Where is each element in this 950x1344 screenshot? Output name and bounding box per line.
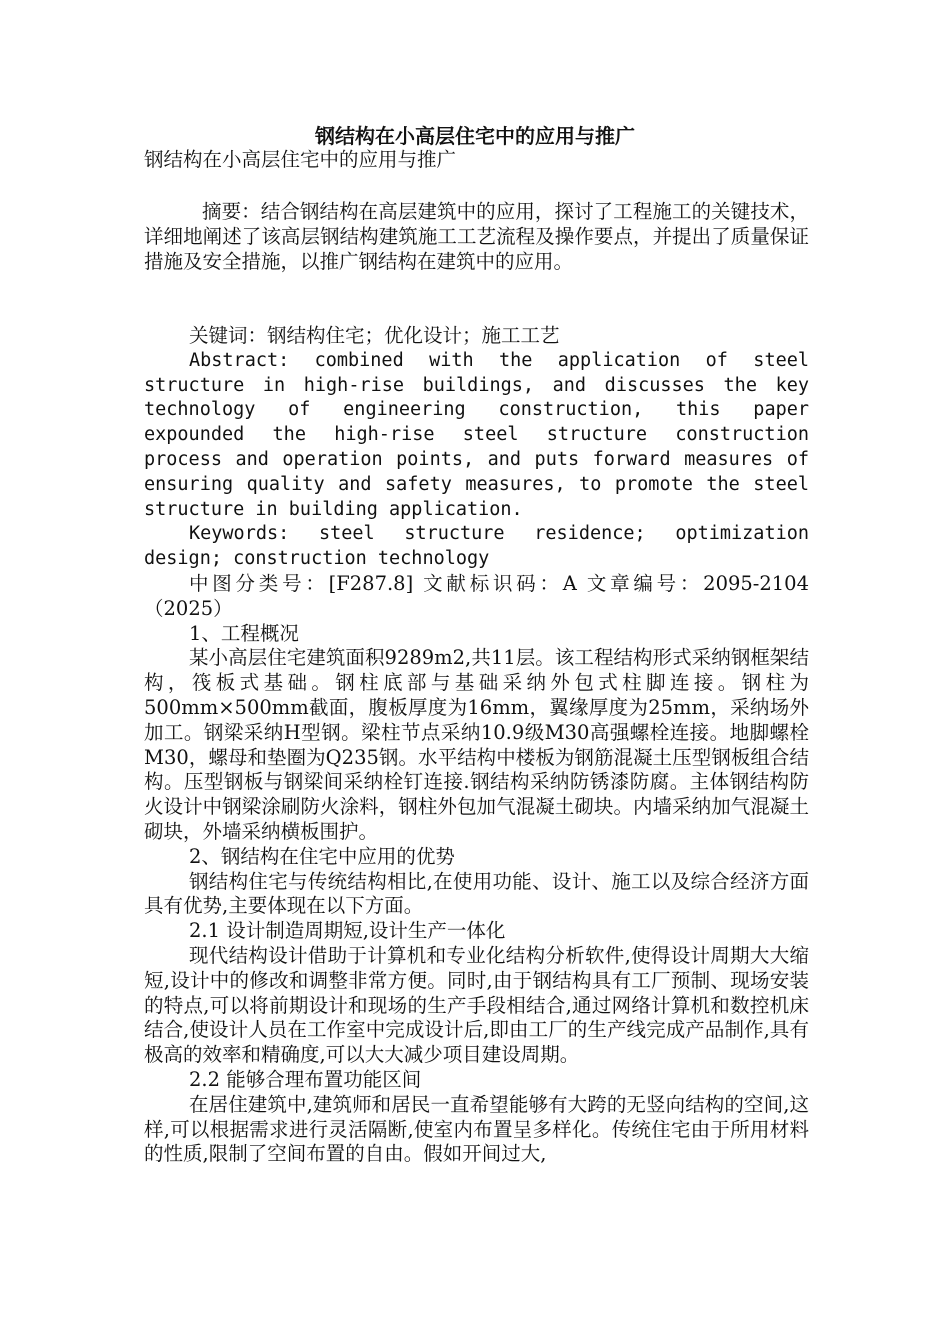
document-subtitle: 钢结构在小高层住宅中的应用与推广 — [144, 148, 457, 171]
section-1-heading: 1、工程概况 — [189, 621, 299, 645]
section-2-1-heading: 2.1 设计制造周期短,设计生产一体化 — [189, 919, 506, 943]
subtitle-block — [144, 148, 809, 173]
abstract-chinese: 摘要：结合钢结构在高层建筑中的应用，探讨了工程施工的关键技术，详细地阐述了该高层钢结构建筑施工工艺流程及操作要点，并提出了质量保证措施及安全措施，以推广钢结构在建筑中的应用。 — [144, 200, 809, 273]
section-2-2-heading: 2.2 能够合理布置功能区间 — [189, 1067, 422, 1091]
section-2-heading: 2、钢结构在住宅中应用的优势 — [189, 844, 455, 868]
section-2-paragraph: 钢结构住宅与传统结构相比,在使用功能、设计、施工以及综合经济方面具有优势,主要体现在以下方面。 — [144, 869, 809, 918]
abstract-english: Abstract: combined with the application of steel structure in high-rise buildings, and discusses the key technology of engineering construction, this paper expounded the high-rise steel structure construction process and operation points, and puts forward measures of ensuring quality and safety measures, to promote the steel structure in building application. — [144, 349, 809, 520]
abstract-block — [144, 200, 809, 274]
section-2-2-paragraph: 在居住建筑中,建筑师和居民一直希望能够有大跨的无竖向结构的空间,这样,可以根据需求进行灵活隔断,使室内布置呈多样化。传统住宅由于所用材料的性质,限制了空间布置的自由。假如开间过大, — [144, 1092, 809, 1166]
section-2-1-paragraph: 现代结构设计借助于计算机和专业化结构分析软件,使得设计周期大大缩短,设计中的修改和调整非常方便。同时,由于钢结构具有工厂预制、现场安装的特点,可以将前期设计和现场的生产手段相结合,通过网络计算机和数控机床结合,使设计人员在工作室中完成设计后,即由工厂的生产线完成产品制作,具有极高的效率和精确度,可以大大减少项目建设周期。 — [144, 943, 809, 1067]
document-title: 钢结构在小高层住宅中的应用与推广 — [315, 124, 635, 148]
section-1-paragraph: 某小高层住宅建筑面积9289m2,共11层。该工程结构形式采纳钢框架结构，筏板式基础。钢柱底部与基础采纳外包式柱脚连接。钢柱为500mm×500mm截面，腹板厚度为16mm，翼缘厚度为25mm，采纳场外加工。钢梁采纳H型钢。梁柱节点采纳10.9级M30高强螺栓连接。地脚螺栓M30，螺母和垫圈为Q235钢。水平结构中楼板为钢筋混凝土压型钢板组合结构。压型钢板与钢梁间采纳栓钉连接.钢结构采纳防锈漆防腐。主体钢结构防火设计中钢梁涂刷防火涂料，钢柱外包加气混凝土砌块。内墙采纳加气混凝土砌块，外墙采纳横板围护。 — [144, 646, 809, 843]
keywords-english: Keywords: steel structure residence; optimization design; construction technology — [144, 523, 809, 570]
main-body — [144, 324, 809, 1167]
keywords-chinese: 关键词：钢结构住宅；优化设计；施工工艺 — [189, 324, 560, 347]
classification-line: 中图分类号：[F287.8] 文献标识码：A 文章编号：2095-2104（2025） — [144, 571, 809, 620]
